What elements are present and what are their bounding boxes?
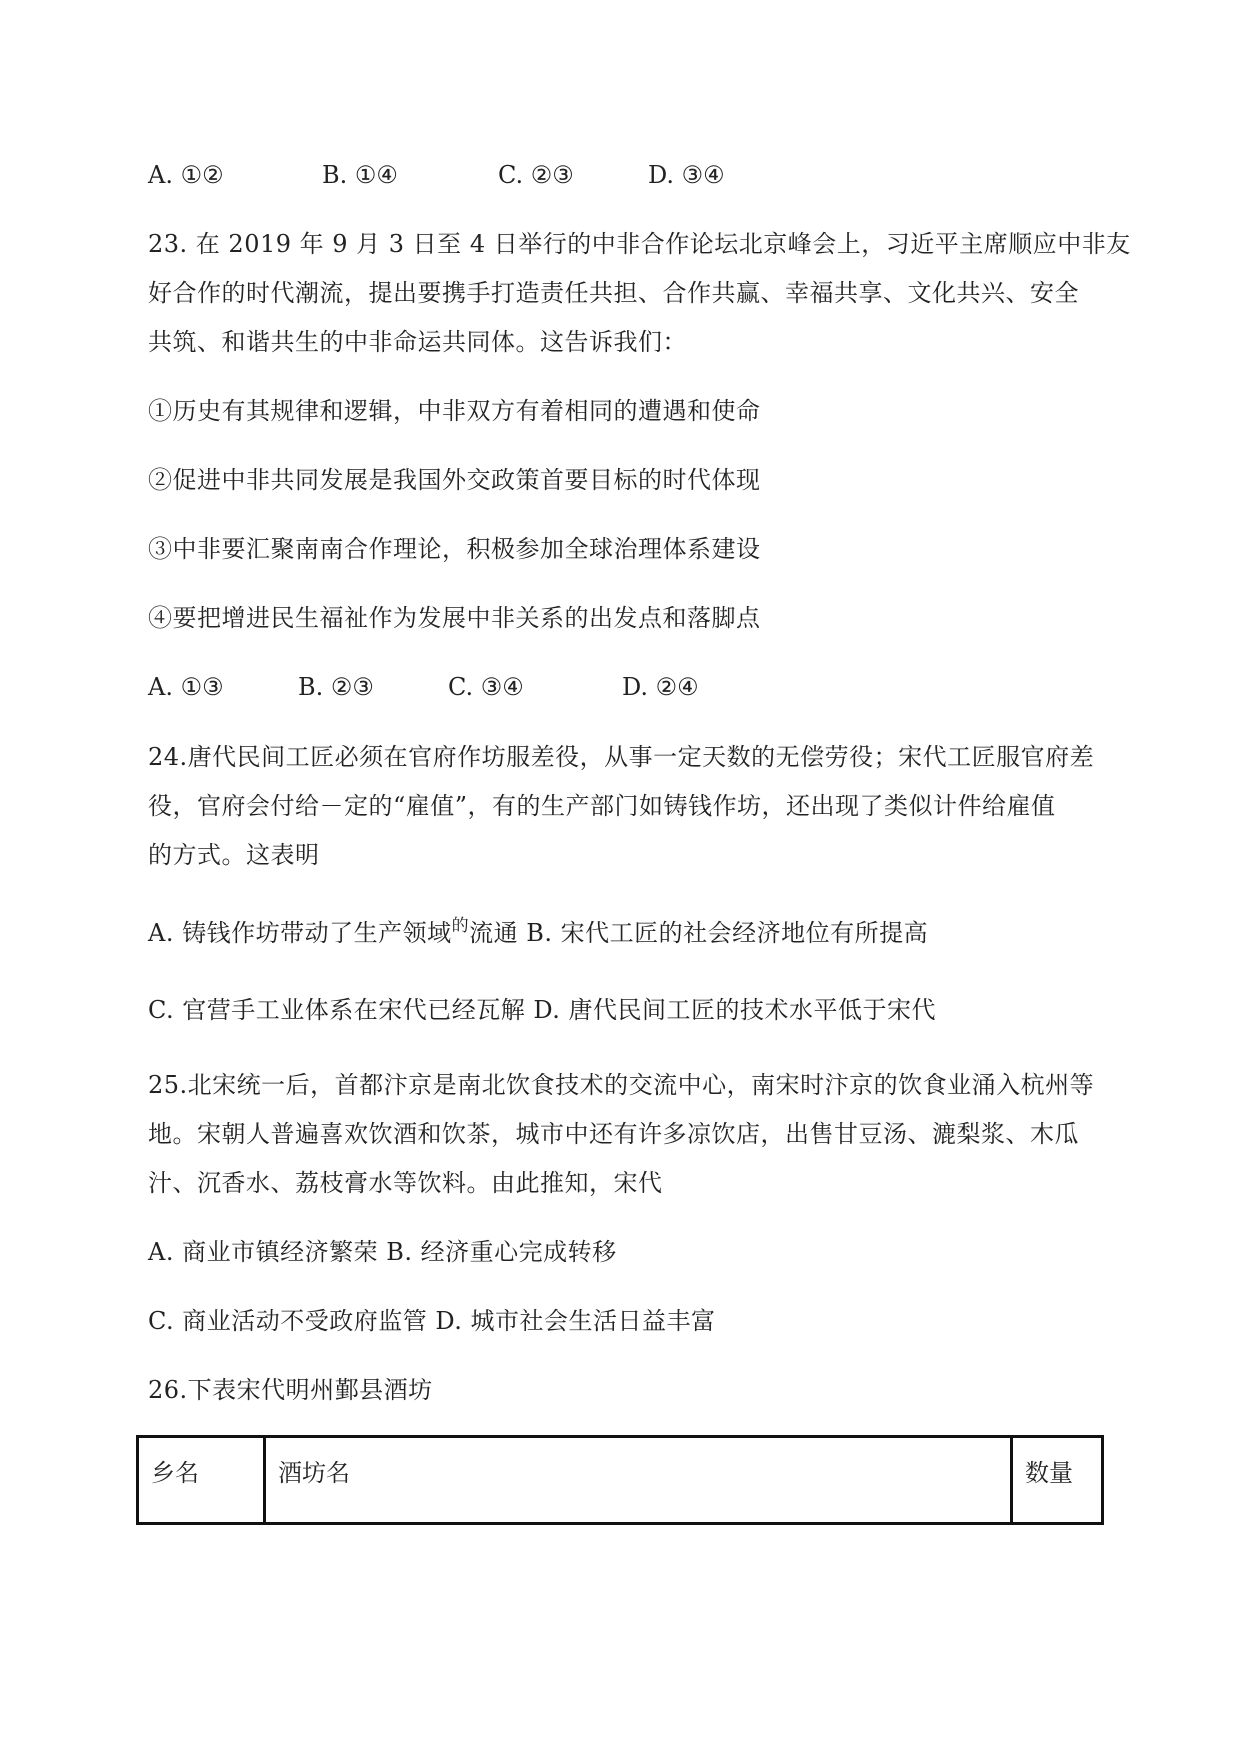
q25-stem-line-3: 汁、沉香水、荔枝膏水等饮料。由此推知，宋代	[148, 1169, 663, 1197]
q22-option-a: A. ①②	[148, 161, 224, 189]
q24-options-line-1	[148, 918, 928, 951]
q23-stem-line-3: 共筑、和谐共生的中非命运共同体。这告诉我们：	[148, 328, 687, 356]
q24-option-a-part-1: A. 铸钱作坊带动了生产领域	[148, 919, 452, 947]
q22-option-d: D. ③④	[648, 161, 725, 189]
q24-options-line-2: C. 官营手工业体系在宋代已经瓦解 D. 唐代民间工匠的技术水平低于宋代	[148, 996, 937, 1024]
q23-option-c: C. ③④	[448, 673, 524, 701]
header-cell-count: 数量	[1012, 1437, 1103, 1524]
q23-statement-3: ③中非要汇聚南南合作理论，积极参加全球治理体系建设	[148, 535, 761, 563]
q25-options-line-2: C. 商业活动不受政府监管 D. 城市社会生活日益丰富	[148, 1307, 716, 1335]
q25-stem-line-2: 地。宋朝人普遍喜欢饮酒和饮茶，城市中还有许多凉饮店，出售甘豆汤、漉梨浆、木瓜	[148, 1120, 1079, 1148]
header-cell-shop-name: 酒坊名	[265, 1437, 1012, 1524]
q23-stem-line-1: 23. 在 2019 年 9 月 3 日至 4 日举行的中非合作论坛北京峰会上，习近平主席顺应中非友	[148, 230, 1131, 258]
q23-option-a: A. ①③	[148, 673, 224, 701]
q26-stem: 26.下表宋代明州鄞县酒坊	[148, 1376, 433, 1404]
q23-statement-2: ②促进中非共同发展是我国外交政策首要目标的时代体现	[148, 466, 761, 494]
q24-stem-line-2: 役，官府会付给－定的“雇值”，有的生产部门如铸钱作坊，还出现了类似计件给雇值	[148, 792, 1056, 820]
q23-stem-line-2: 好合作的时代潮流，提出要携手打造责任共担、合作共赢、幸福共享、文化共兴、安全	[148, 279, 1079, 307]
header-cell-township: 乡名	[138, 1437, 265, 1524]
q24-option-a-part-2: 流通 B. 宋代工匠的社会经济地位有所提高	[469, 919, 929, 947]
q23-option-d: D. ②④	[622, 673, 699, 701]
q25-stem-line-1: 25.北宋统一后，首都汴京是南北饮食技术的交流中心，南宋时汴京的饮食业涌入杭州等	[148, 1071, 1095, 1099]
q25-options-line-1: A. 商业市镇经济繁荣 B. 经济重心完成转移	[148, 1238, 617, 1266]
q23-statement-4: ④要把增进民生福祉作为发展中非关系的出发点和落脚点	[148, 604, 761, 632]
q23-option-b: B. ②③	[298, 673, 374, 701]
liquor-shop-table	[136, 1435, 1104, 1525]
q22-option-c: C. ②③	[498, 161, 574, 189]
q24-stem-line-1: 24.唐代民间工匠必须在官府作坊服差役，从事一定天数的无偿劳役；宋代工匠服官府差	[148, 743, 1095, 771]
q23-statement-1: ①历史有其规律和逻辑，中非双方有着相同的遭遇和使命	[148, 397, 761, 425]
q24-option-a-superscript: 的	[451, 916, 470, 936]
table-header-row	[138, 1437, 1103, 1524]
q22-option-b: B. ①④	[322, 161, 398, 189]
q24-stem-line-3: 的方式。这表明	[148, 841, 320, 869]
